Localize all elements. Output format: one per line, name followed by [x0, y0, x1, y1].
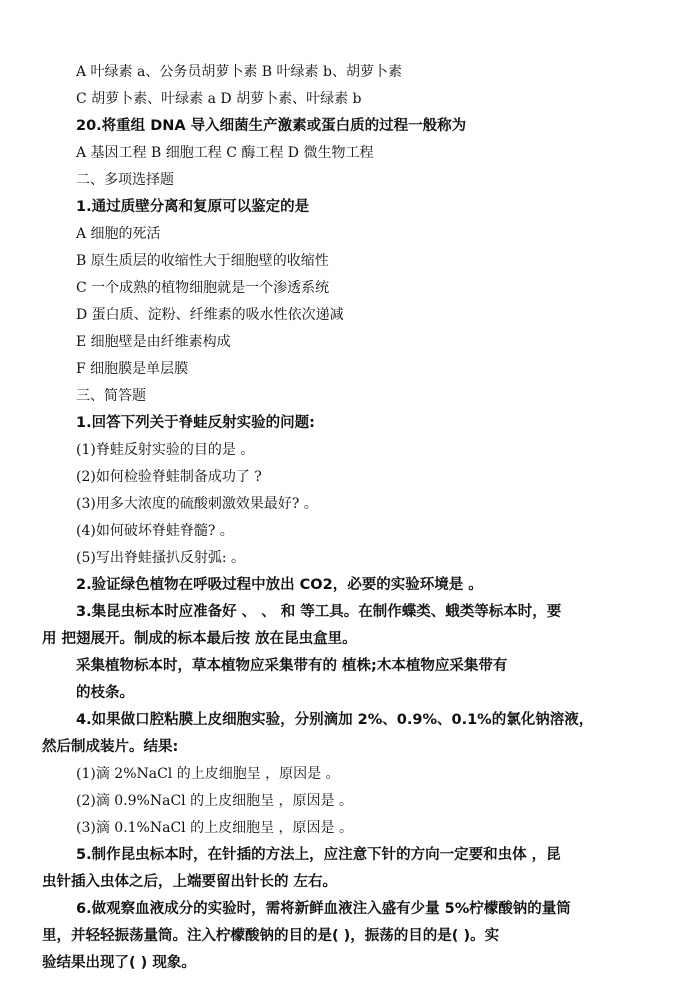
- short-question-3-cont: 用 把翅展开。制成的标本最后按 放在昆虫盒里。: [42, 631, 357, 647]
- sub-question: (1)滴 2%NaCl 的上皮细胞呈 ，原因是 。: [76, 766, 340, 782]
- short-question-5: 5.制作昆虫标本时，在针插的方法上，应注意下针的方向一定要和虫体 ，昆: [76, 847, 561, 863]
- short-question-6-cont: 验结果出现了( ) 现象。: [42, 955, 196, 971]
- short-question-2: 2.验证绿色植物在呼吸过程中放出 CO2，必要的实验环境是 。: [76, 577, 483, 593]
- option-line: A 细胞的死活: [76, 226, 161, 242]
- question-1: 1.通过质壁分离和复原可以鉴定的是: [76, 199, 310, 215]
- short-question-3-cont: 的枝条。: [76, 685, 134, 701]
- option-line: D 蛋白质、淀粉、纤维素的吸水性依次递减: [76, 307, 344, 323]
- short-question-6-cont: 里，并轻轻振荡量筒。注入柠檬酸钠的目的是( )，振荡的目的是( )。实: [42, 928, 500, 944]
- short-question-4-cont: 然后制成装片。结果:: [42, 739, 179, 755]
- option-line: B 原生质层的收缩性大于细胞壁的收缩性: [76, 253, 329, 269]
- sub-question: (4)如何破坏脊蛙脊髓? 。: [76, 523, 234, 539]
- option-line: C 胡萝卜素、叶绿素 a D 胡萝卜素、叶绿素 b: [76, 91, 362, 107]
- section-heading: 三、简答题: [76, 388, 146, 404]
- short-question-4: 4.如果做口腔粘膜上皮细胞实验，分别滴加 2%、0.9%、0.1%的氯化钠溶液，: [76, 712, 594, 728]
- option-line: E 细胞壁是由纤维素构成: [76, 334, 231, 350]
- option-line: C 一个成熟的植物细胞就是一个渗透系统: [76, 280, 330, 296]
- short-question-1: 1.回答下列关于脊蛙反射实验的问题:: [76, 415, 315, 431]
- sub-question: (2)如何检验脊蛙制备成功了 ?: [76, 469, 262, 485]
- short-question-5-cont: 虫针插入虫体之后，上端要留出针长的 左右。: [42, 874, 338, 890]
- short-question-3-plants: 采集植物标本时，草本植物应采集带有的 植株;木本植物应采集带有: [76, 658, 508, 674]
- option-line: A 基因工程 B 细胞工程 C 酶工程 D 微生物工程: [76, 145, 374, 161]
- sub-question: (3)滴 0.1%NaCl 的上皮细胞呈 ，原因是 。: [76, 820, 353, 836]
- option-line: F 细胞膜是单层膜: [76, 361, 189, 377]
- sub-question: (3)用多大浓度的硫酸刺激效果最好? 。: [76, 496, 318, 512]
- sub-question: (1)脊蛙反射实验的目的是 。: [76, 442, 255, 458]
- sub-question: (5)写出脊蛙搔扒反射弧: 。: [76, 550, 245, 566]
- section-heading: 二、多项选择题: [76, 172, 174, 188]
- question-20: 20.将重组 DNA 导入细菌生产激素或蛋白质的过程一般称为: [76, 118, 467, 134]
- short-question-3: 3.集昆虫标本时应准备好 、 、 和 等工具。在制作蝶类、蛾类等标本时，要: [76, 604, 562, 620]
- short-question-6: 6.做观察血液成分的实验时，需将新鲜血液注入盛有少量 5%柠檬酸钠的量筒: [76, 901, 571, 917]
- option-line: A 叶绿素 a、公务员胡萝卜素 B 叶绿素 b、胡萝卜素: [76, 64, 402, 80]
- sub-question: (2)滴 0.9%NaCl 的上皮细胞呈 ，原因是 。: [76, 793, 353, 809]
